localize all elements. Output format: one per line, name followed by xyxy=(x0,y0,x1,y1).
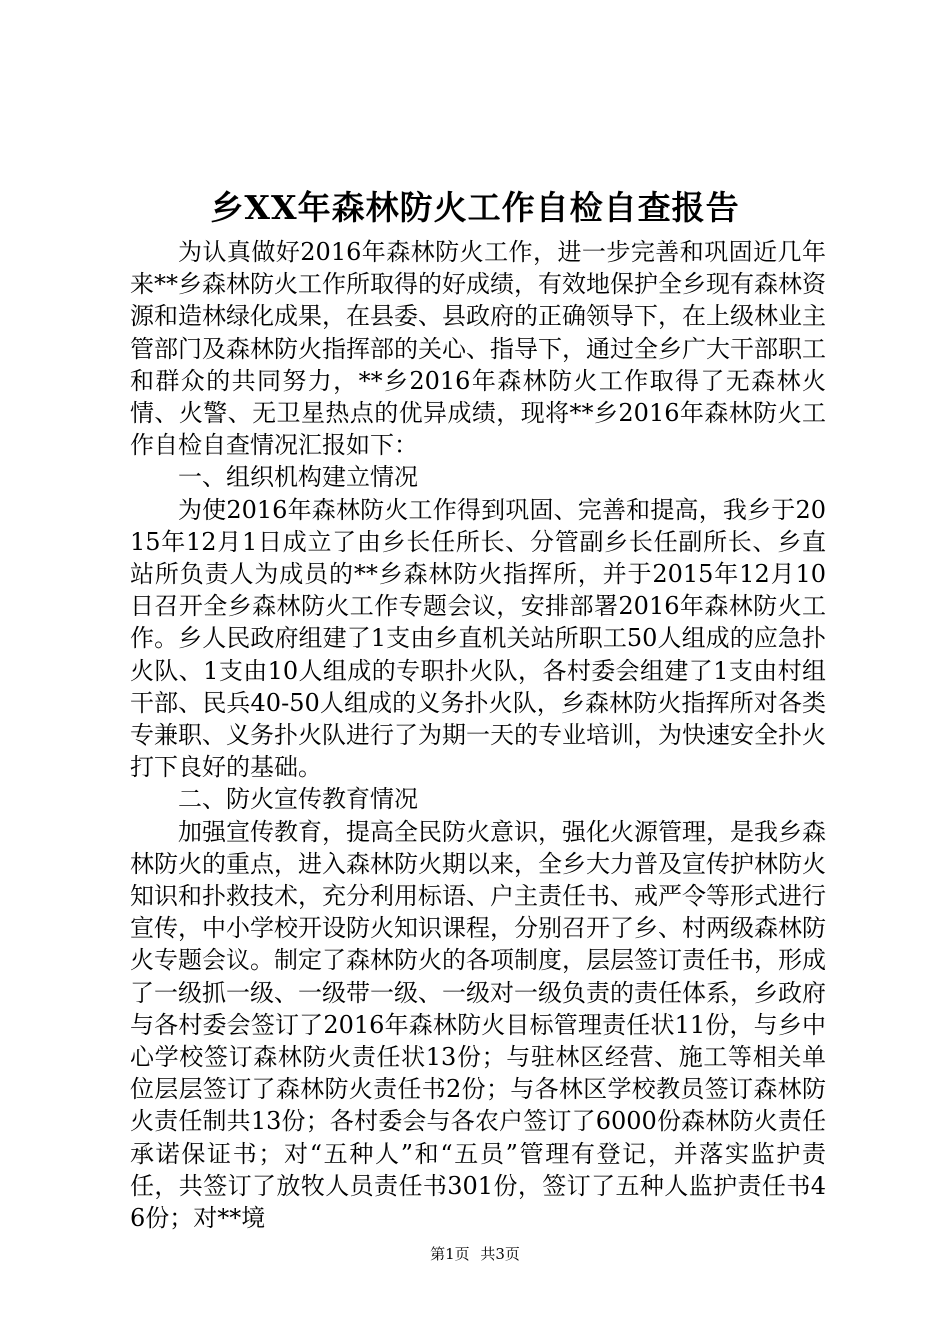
document-body xyxy=(130,236,826,1234)
intro-paragraph: 为认真做好2016年森林防火工作，进一步完善和巩固近几年来**乡森林防火工作所取得的好成绩，有效地保护全乡现有森林资源和造林绿化成果，在县委、县政府的正确领导下，在上级林业主管部门及森林防火指挥部的关心、指导下，通过全乡广大干部职工和群众的共同努力，**乡2016年森林防火工作取得了无森林火情、火警、无卫星热点的优异成绩，现将**乡2016年森林防火工作自检自查情况汇报如下： xyxy=(130,238,826,460)
page-footer xyxy=(0,1244,950,1264)
page-number: 第1页 xyxy=(430,1245,470,1263)
publicity-paragraph: 加强宣传教育，提高全民防火意识，强化火源管理，是我乡森林防火的重点，进入森林防火期以来，全乡大力普及宣传护林防火知识和扑救技术，充分利用标语、户主责任书、戒严令等形式进行宣传，中小学校开设防火知识课程，分别召开了乡、村两级森林防火专题会议。制定了森林防火的各项制度，层层签订责任书，形成了一级抓一级、一级带一级、一级对一级负责的责任体系，乡政府与各村委会签订了2016年森林防火目标管理责任状11份，与乡中心学校签订森林防火责任状13份；与驻林区经营、施工等相关单位层层签订了森林防火责任书2份；与各林区学校教员签订森林防火责任制共13份；各村委会与各农户签订了6000份森林防火责任承诺保证书；对“五种人”和“五员”管理有登记，并落实监护责任，共签订了放牧人员责任书301份，签订了五种人监护责任书46份；对**境 xyxy=(130,817,826,1233)
section-heading-publicity: 二、防火宣传教育情况 xyxy=(178,785,418,814)
section-heading-organization: 一、组织机构建立情况 xyxy=(178,463,418,492)
document-title: 乡XX年森林防火工作自检自查报告 xyxy=(210,188,740,227)
organization-paragraph: 为使2016年森林防火工作得到巩固、完善和提高，我乡于2015年12月1日成立了由乡长任所长、分管副乡长任副所长、乡直站所负责人为成员的**乡森林防火指挥所，并于2015年12月10日召开全乡森林防火工作专题会议，安排部署2016年森林防火工作。乡人民政府组建了1支由乡直机关站所职工50人组成的应急扑火队、1支由10人组成的专职扑火队，各村委会组建了1支由村组干部、民兵40-50人组成的义务扑火队，乡森林防火指挥所对各类专兼职、义务扑火队进行了为期一天的专业培训，为快速安全扑火打下良好的基础。 xyxy=(130,495,826,782)
page-total: 共3页 xyxy=(480,1245,520,1263)
